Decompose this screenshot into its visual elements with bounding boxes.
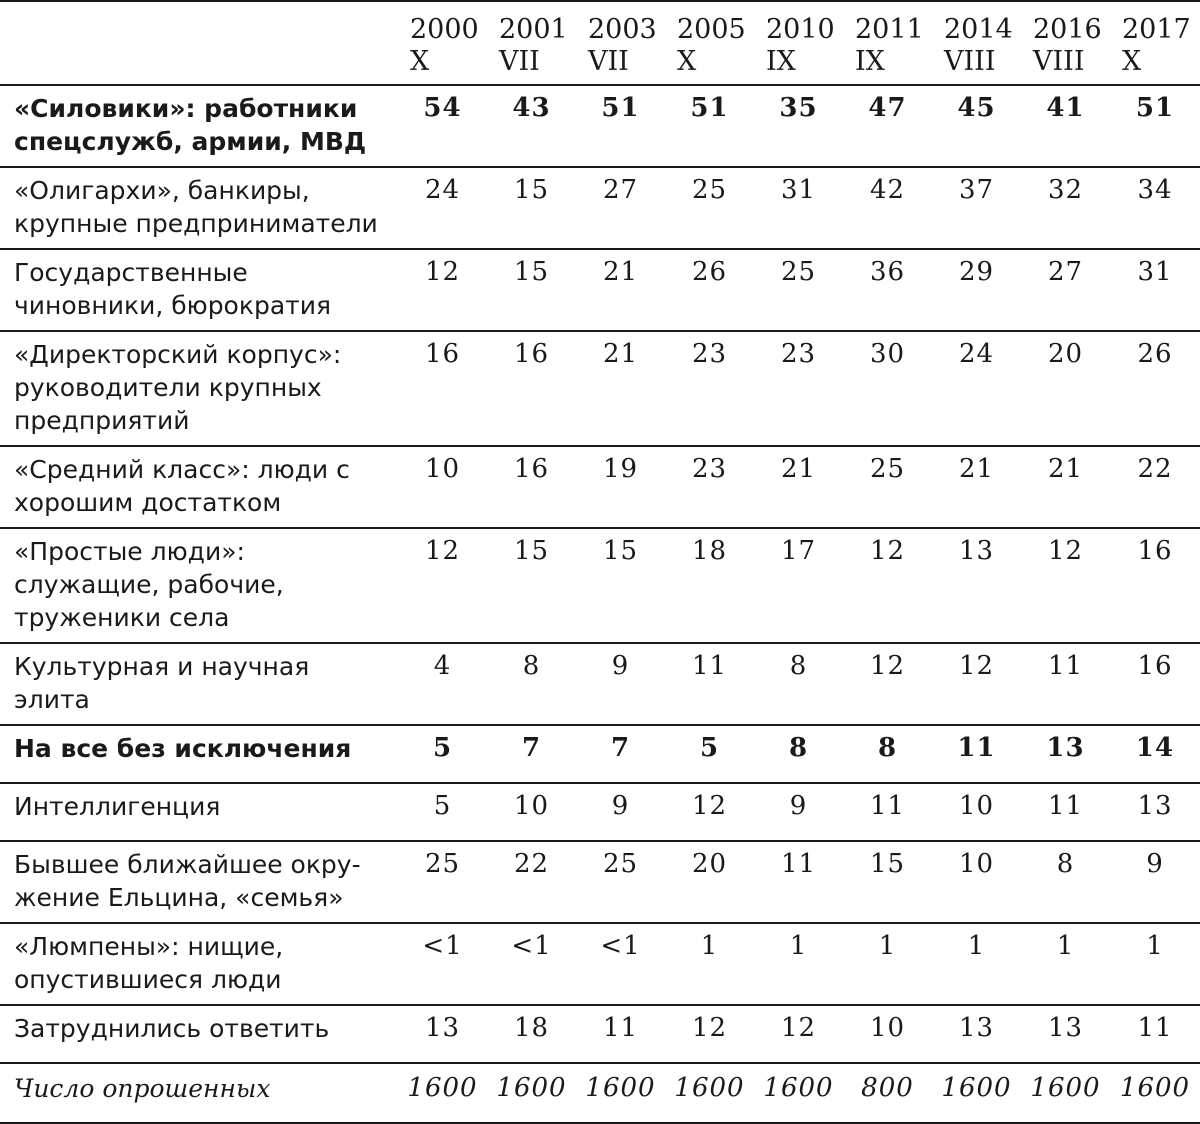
value-cell: 1 [1146, 931, 1164, 961]
value-cell: 51 [1135, 93, 1175, 123]
value-cell: 8 [1056, 849, 1075, 879]
value-cell: 27 [602, 175, 639, 205]
row-label: Число опрошенных [14, 1074, 271, 1103]
column-header [1021, 1, 1110, 85]
value-cell: 8 [877, 733, 898, 763]
row-label: Бывшее ближайшее окру-жение Ельцина, «семья» [14, 850, 361, 912]
value-cell: 8 [522, 651, 541, 681]
table-header [0, 1, 1200, 85]
value-cell: 9 [611, 651, 630, 681]
value-cell: 13 [1137, 791, 1173, 821]
column-header [665, 1, 754, 85]
column-month: VII [588, 46, 629, 77]
value-cell: 5 [433, 791, 452, 821]
value-cell: 5 [699, 733, 720, 763]
value-cell: <1 [600, 931, 641, 961]
value-cell: 21 [958, 454, 995, 484]
value-cell: 42 [869, 175, 906, 205]
column-month: VIII [944, 46, 996, 77]
value-cell: 13 [958, 536, 995, 566]
value-cell: 10 [513, 791, 550, 821]
value-cell: 8 [789, 651, 808, 681]
value-cell: 1 [789, 931, 808, 961]
value-cell: 25 [780, 257, 817, 287]
value-cell: 25 [602, 849, 639, 879]
value-cell: 11 [957, 733, 996, 763]
value-cell: 43 [512, 93, 551, 123]
value-cell: 11 [780, 849, 817, 879]
value-cell: 23 [691, 339, 728, 369]
value-cell: 22 [513, 849, 550, 879]
value-cell: 4 [433, 651, 452, 681]
value-cell: 8 [788, 733, 809, 763]
column-header [754, 1, 843, 85]
column-header [1110, 1, 1200, 85]
table-row [0, 249, 1200, 331]
column-month: X [410, 46, 430, 77]
column-year: 2003 [588, 14, 657, 45]
value-cell: 15 [513, 175, 550, 205]
value-cell: 45 [957, 93, 996, 123]
value-cell: 13 [1047, 1013, 1084, 1043]
value-cell: 16 [424, 339, 461, 369]
value-cell: 37 [958, 175, 995, 205]
value-cell: 21 [1047, 454, 1084, 484]
value-cell: 20 [691, 849, 728, 879]
row-label: «Простые люди»: служащие, рабочие, труженики села [14, 537, 284, 632]
value-cell: 12 [691, 791, 728, 821]
value-cell: 21 [602, 339, 639, 369]
value-cell: 51 [601, 93, 640, 123]
value-cell: 19 [602, 454, 639, 484]
column-year: 2001 [499, 14, 568, 45]
value-cell: 18 [513, 1013, 550, 1043]
value-cell: 12 [424, 536, 461, 566]
column-header [932, 1, 1021, 85]
row-label: «Директорский корпус»: руководители крупных предприятий [14, 340, 342, 435]
column-month: IX [855, 46, 885, 77]
value-cell: 26 [691, 257, 728, 287]
value-cell: 25 [424, 849, 461, 879]
value-cell: 1600 [941, 1073, 1012, 1103]
value-cell: 21 [780, 454, 817, 484]
value-cell: 9 [1146, 849, 1164, 879]
value-cell: 31 [1137, 257, 1173, 287]
value-cell: 34 [1137, 175, 1173, 205]
column-year: 2014 [944, 14, 1013, 45]
row-label: Государственные чиновники, бюрократия [14, 258, 331, 320]
row-label: «Люмпены»: нищие, опустившиеся люди [14, 932, 284, 994]
value-cell: 12 [958, 651, 995, 681]
value-cell: 36 [869, 257, 906, 287]
value-cell: 12 [869, 651, 906, 681]
value-cell: 7 [521, 733, 542, 763]
value-cell: 1600 [496, 1073, 567, 1103]
column-year: 2016 [1033, 14, 1102, 45]
value-cell: 1600 [763, 1073, 834, 1103]
value-cell: 25 [869, 454, 906, 484]
value-cell: 15 [869, 849, 906, 879]
row-label: Культурная и научная элита [14, 652, 310, 714]
value-cell: 31 [780, 175, 817, 205]
value-cell: 15 [602, 536, 639, 566]
value-cell: 1600 [585, 1073, 656, 1103]
value-cell: 1 [1056, 931, 1075, 961]
column-month: IX [766, 46, 796, 77]
table-body [0, 85, 1200, 1123]
value-cell: 12 [691, 1013, 728, 1043]
value-cell: 12 [780, 1013, 817, 1043]
column-year: 2005 [677, 14, 746, 45]
column-year: 2017 [1122, 14, 1191, 45]
value-cell: <1 [511, 931, 552, 961]
value-cell: 1 [967, 931, 986, 961]
value-cell: 41 [1046, 93, 1085, 123]
row-label: На все без исключения [14, 734, 352, 763]
value-cell: 30 [869, 339, 906, 369]
table-row [0, 528, 1200, 643]
value-cell: 12 [1047, 536, 1084, 566]
value-cell: 11 [1047, 651, 1084, 681]
row-label: «Средний класс»: люди с хорошим достатком [14, 455, 350, 517]
value-cell: 11 [1137, 1013, 1173, 1043]
value-cell: 32 [1047, 175, 1084, 205]
column-header [576, 1, 665, 85]
value-cell: 14 [1135, 733, 1175, 763]
column-header [398, 1, 487, 85]
value-cell: 800 [861, 1073, 914, 1103]
value-cell: 18 [691, 536, 728, 566]
value-cell: 21 [602, 257, 639, 287]
value-cell: 12 [869, 536, 906, 566]
value-cell: 15 [513, 257, 550, 287]
header-label-cell [0, 1, 398, 85]
value-cell: 51 [690, 93, 729, 123]
value-cell: 13 [958, 1013, 995, 1043]
value-cell: 23 [780, 339, 817, 369]
value-cell: 10 [958, 791, 995, 821]
table-row [0, 167, 1200, 249]
value-cell: 9 [789, 791, 808, 821]
value-cell: 17 [780, 536, 817, 566]
value-cell: 10 [869, 1013, 906, 1043]
value-cell: 15 [513, 536, 550, 566]
value-cell: 1600 [1030, 1073, 1101, 1103]
column-month: VIII [1033, 46, 1085, 77]
column-month: X [677, 46, 697, 77]
table-row [0, 331, 1200, 446]
value-cell: 23 [691, 454, 728, 484]
table-row [0, 446, 1200, 528]
value-cell: 1600 [674, 1073, 745, 1103]
column-header [487, 1, 576, 85]
value-cell: 11 [602, 1013, 639, 1043]
value-cell: 24 [424, 175, 461, 205]
column-month: X [1122, 46, 1142, 77]
column-year: 2010 [766, 14, 835, 45]
column-year: 2011 [855, 14, 924, 45]
value-cell: 16 [1137, 651, 1173, 681]
value-cell: 11 [1047, 791, 1084, 821]
column-header [843, 1, 932, 85]
value-cell: 12 [424, 257, 461, 287]
value-cell: 29 [958, 257, 995, 287]
table-row [0, 1005, 1200, 1063]
value-cell: 16 [513, 339, 550, 369]
value-cell: 26 [1137, 339, 1173, 369]
table-row [0, 923, 1200, 1005]
value-cell: 5 [432, 733, 453, 763]
value-cell: 11 [691, 651, 728, 681]
row-label: «Силовики»: работники спецслужб, армии, МВД [14, 94, 367, 156]
value-cell: 10 [424, 454, 461, 484]
value-cell: 54 [423, 93, 462, 123]
value-cell: 20 [1047, 339, 1084, 369]
value-cell: 1600 [407, 1073, 478, 1103]
value-cell: 24 [958, 339, 995, 369]
row-label: «Олигархи», банкиры, крупные предприниматели [14, 176, 378, 238]
value-cell: 9 [611, 791, 630, 821]
value-cell: 22 [1137, 454, 1173, 484]
value-cell: 25 [691, 175, 728, 205]
value-cell: 47 [868, 93, 907, 123]
table-row [0, 643, 1200, 725]
value-cell: 13 [424, 1013, 461, 1043]
value-cell: 16 [1137, 536, 1173, 566]
column-year: 2000 [410, 14, 479, 45]
column-month: VII [499, 46, 540, 77]
table-row [0, 841, 1200, 923]
value-cell: 35 [779, 93, 818, 123]
table-row [0, 1063, 1200, 1123]
row-label: Интеллигенция [14, 792, 221, 821]
header-row [0, 1, 1200, 85]
value-cell: 1 [878, 931, 897, 961]
value-cell: 1 [700, 931, 719, 961]
value-cell: 11 [869, 791, 906, 821]
value-cell: 13 [1046, 733, 1085, 763]
value-cell: 1600 [1119, 1073, 1191, 1103]
value-cell: 16 [513, 454, 550, 484]
value-cell: 27 [1047, 257, 1084, 287]
table-row [0, 783, 1200, 841]
value-cell: 10 [958, 849, 995, 879]
value-cell: <1 [422, 931, 463, 961]
table-row [0, 85, 1200, 167]
row-label: Затруднились ответить [14, 1014, 330, 1043]
value-cell: 7 [610, 733, 631, 763]
table-row [0, 725, 1200, 783]
